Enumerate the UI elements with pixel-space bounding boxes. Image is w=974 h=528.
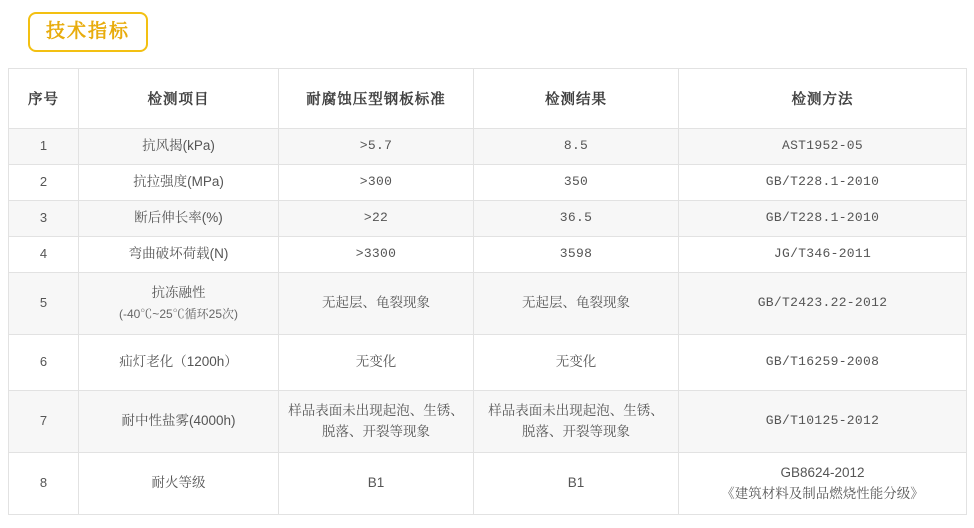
cell-result-line1: 样品表面未出现起泡、生锈、 xyxy=(488,402,664,418)
cell-method: AST1952-05 xyxy=(679,129,967,165)
table-header-row xyxy=(9,69,967,129)
cell-result: 无起层、龟裂现象 xyxy=(474,273,679,335)
cell-no: 2 xyxy=(9,165,79,201)
cell-no: 7 xyxy=(9,391,79,453)
cell-item: 断后伸长率(%) xyxy=(79,201,279,237)
table-row xyxy=(9,273,967,335)
cell-method-line2: 《建筑材料及制品燃烧性能分级》 xyxy=(721,485,924,501)
cell-item-sub: (-40℃~25℃循环25次) xyxy=(118,307,239,322)
cell-item: 弯曲破坏荷载(N) xyxy=(79,237,279,273)
cell-standard-line2: 脱落、开裂等现象 xyxy=(322,423,430,439)
table-header xyxy=(9,69,967,129)
cell-no: 5 xyxy=(9,273,79,335)
cell-result: 350 xyxy=(474,165,679,201)
cell-item-main: 抗冻融性 xyxy=(151,285,206,301)
cell-method: GB/T228.1-2010 xyxy=(679,165,967,201)
cell-standard: >22 xyxy=(279,201,474,237)
spec-table-container xyxy=(8,68,966,515)
column-header-no: 序号 xyxy=(9,69,79,129)
cell-standard: >300 xyxy=(279,165,474,201)
cell-result: 36.5 xyxy=(474,201,679,237)
column-header-item: 检测项目 xyxy=(79,69,279,129)
cell-result: 3598 xyxy=(474,237,679,273)
cell-method: JG/T346-2011 xyxy=(679,237,967,273)
cell-item: 抗拉强度(MPa) xyxy=(79,165,279,201)
cell-result: 无变化 xyxy=(474,335,679,391)
column-header-standard: 耐腐蚀压型钢板标准 xyxy=(279,69,474,129)
cell-no: 8 xyxy=(9,453,79,515)
table-body xyxy=(9,129,967,515)
column-header-method: 检测方法 xyxy=(679,69,967,129)
cell-method: GB/T2423.22-2012 xyxy=(679,273,967,335)
cell-item xyxy=(79,273,279,335)
table-row xyxy=(9,129,967,165)
cell-no: 1 xyxy=(9,129,79,165)
section-title-text: 技术指标 xyxy=(46,21,131,42)
cell-standard: B1 xyxy=(279,453,474,515)
cell-item: 耐中性盐雾(4000h) xyxy=(79,391,279,453)
cell-item: 抗风揭(kPa) xyxy=(79,129,279,165)
table-row xyxy=(9,391,967,453)
cell-no: 3 xyxy=(9,201,79,237)
cell-method: GB/T10125-2012 xyxy=(679,391,967,453)
cell-result-line2: 脱落、开裂等现象 xyxy=(522,423,630,439)
cell-no: 4 xyxy=(9,237,79,273)
cell-result: B1 xyxy=(474,453,679,515)
cell-method: GB/T16259-2008 xyxy=(679,335,967,391)
cell-standard xyxy=(279,391,474,453)
table-row xyxy=(9,453,967,515)
table-row xyxy=(9,335,967,391)
column-header-result: 检测结果 xyxy=(474,69,679,129)
cell-method-line1: GB8624-2012 xyxy=(780,464,865,480)
table-row xyxy=(9,201,967,237)
cell-item: 耐火等级 xyxy=(79,453,279,515)
cell-no: 6 xyxy=(9,335,79,391)
cell-standard-line1: 样品表面未出现起泡、生锈、 xyxy=(288,402,464,418)
spec-table xyxy=(8,68,967,515)
cell-standard: 无变化 xyxy=(279,335,474,391)
cell-standard: 无起层、龟裂现象 xyxy=(279,273,474,335)
cell-method: GB/T228.1-2010 xyxy=(679,201,967,237)
cell-method xyxy=(679,453,967,515)
cell-standard: >3300 xyxy=(279,237,474,273)
table-row xyxy=(9,237,967,273)
table-row xyxy=(9,165,967,201)
cell-result: 8.5 xyxy=(474,129,679,165)
cell-standard: >5.7 xyxy=(279,129,474,165)
cell-result xyxy=(474,391,679,453)
cell-item: 疝灯老化（1200h） xyxy=(79,335,279,391)
section-title-badge xyxy=(28,12,148,52)
